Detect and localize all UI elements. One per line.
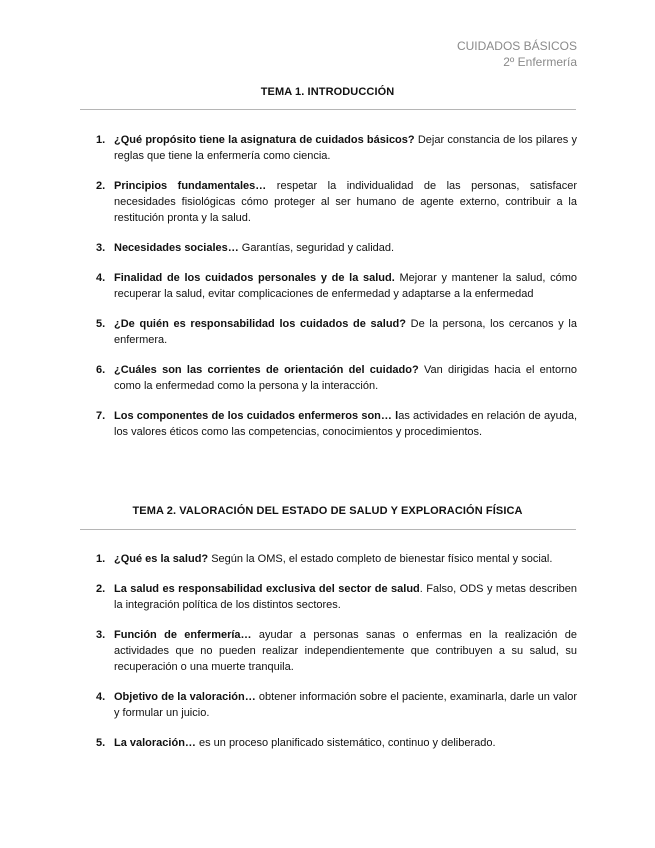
- list-item: [0, 316, 655, 348]
- tema2-divider: [80, 529, 576, 530]
- tema1-divider: [80, 109, 576, 110]
- item-question: ¿Qué es la salud?: [114, 553, 209, 565]
- item-answer: Van dirigidas hacia el entorno como la enfermedad como la persona y la interacción.: [114, 364, 577, 392]
- header-course: 2º Enfermería: [503, 55, 577, 69]
- item-question: Principios fundamentales…: [114, 180, 267, 192]
- item-number: 1.: [96, 134, 106, 146]
- item-answer: as actividades en relación de ayuda, los valores éticos como las competencias, conocimientos y procedimientos.: [114, 410, 577, 438]
- item-question: Objetivo de la valoración…: [114, 691, 256, 703]
- item-question: ¿De quién es responsabilidad los cuidados de salud?: [114, 318, 406, 330]
- item-number: 2.: [96, 180, 106, 192]
- item-number: 7.: [96, 410, 106, 422]
- item-question: ¿Cuáles son las corrientes de orientación del cuidado?: [114, 364, 419, 376]
- page-header: [457, 38, 577, 70]
- tema1-title: TEMA 1. INTRODUCCIÓN: [260, 86, 395, 98]
- tema2-list: [0, 551, 655, 751]
- item-answer: obtener información sobre el paciente, examinarla, darle un valor y formular un juicio.: [114, 691, 577, 719]
- list-item: [0, 270, 655, 302]
- item-question: Los componentes de los cuidados enfermeros son… l: [114, 410, 399, 422]
- tema1-list: [0, 132, 655, 440]
- item-number: 5.: [96, 737, 106, 749]
- item-question: Necesidades sociales…: [114, 242, 239, 254]
- list-item: [0, 627, 655, 675]
- item-number: 4.: [96, 272, 106, 284]
- item-answer: respetar la individualidad de las personas, satisfacer necesidades fisiológicas cómo proteger al ser humano de agente externo, contribuir a la restitución pronta y la salud.: [114, 180, 577, 224]
- list-item: [0, 581, 655, 613]
- item-answer: Según la OMS, el estado completo de bienestar físico mental y social.: [208, 553, 553, 565]
- item-question: Finalidad de los cuidados personales y de la salud.: [114, 272, 395, 284]
- item-question: La valoración…: [114, 737, 196, 749]
- list-item: [0, 735, 655, 751]
- header-subject: CUIDADOS BÁSICOS: [456, 39, 577, 53]
- item-question: ¿Qué propósito tiene la asignatura de cuidados básicos?: [114, 134, 415, 146]
- item-answer: Mejorar y mantener la salud, cómo recuperar la salud, evitar complicaciones de enfermedad y adaptarse a la enfermedad: [114, 272, 577, 300]
- item-number: 3.: [96, 629, 106, 641]
- item-number: 2.: [96, 583, 106, 595]
- item-question: La salud es responsabilidad exclusiva del sector de salud: [114, 583, 420, 595]
- list-item: [0, 689, 655, 721]
- item-answer: Garantías, seguridad y calidad.: [238, 242, 395, 254]
- list-item: [0, 408, 655, 440]
- item-answer: es un proceso planificado sistemático, continuo y deliberado.: [195, 737, 496, 749]
- list-item: [0, 240, 655, 256]
- tema2-title: TEMA 2. VALORACIÓN DEL ESTADO DE SALUD Y EXPLORACIÓN FÍSICA: [132, 505, 523, 517]
- item-answer: . Falso, ODS y metas describen la integración política de los distintos sectores.: [114, 583, 578, 611]
- item-question: Función de enfermería…: [114, 629, 252, 641]
- item-number: 3.: [96, 242, 106, 254]
- list-item: [0, 362, 655, 394]
- list-item: [0, 551, 655, 567]
- item-number: 4.: [96, 691, 106, 703]
- item-number: 6.: [96, 364, 106, 376]
- item-number: 5.: [96, 318, 106, 330]
- item-answer: Dejar constancia de los pilares y reglas que tiene la enfermería como ciencia.: [114, 134, 577, 162]
- item-number: 1.: [96, 553, 106, 565]
- item-answer: ayudar a personas sanas o enfermas en la realización de actividades que no pueden realizar independientemente que contribuyen a su salud, su recuperación o una muerte tranquila.: [114, 629, 577, 673]
- item-answer: De la persona, los cercanos y la enfermera.: [114, 318, 577, 346]
- list-item: [0, 178, 655, 226]
- list-item: [0, 132, 655, 164]
